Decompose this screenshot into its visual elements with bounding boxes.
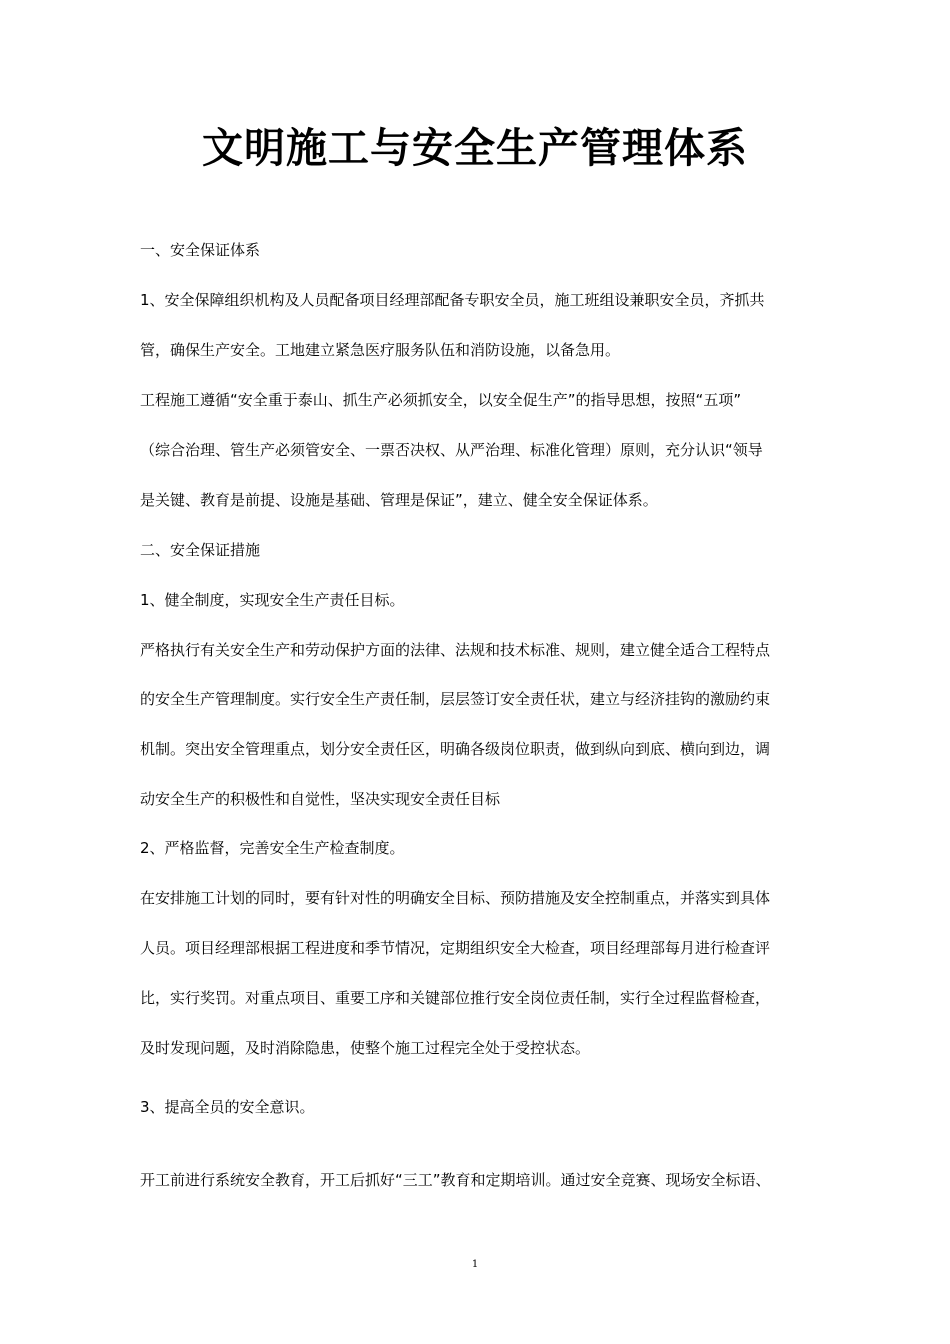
paragraph-line: 动安全生产的积极性和自觉性，坚决实现安全责任目标 [140, 790, 501, 808]
paragraph-line: 在安排施工计划的同时，要有针对性的明确安全目标、预防措施及安全控制重点，并落实到具体 [140, 889, 771, 907]
subsection-heading: 3、提高全员的安全意识。 [140, 1098, 315, 1116]
paragraph-line: 管，确保生产安全。工地建立紧急医疗服务队伍和消防设施，以备急用。 [140, 341, 621, 359]
paragraph-line: 及时发现问题，及时消除隐患，使整个施工过程完全处于受控状态。 [140, 1039, 591, 1057]
paragraph-line: 工程施工遵循“安全重于泰山、抓生产必须抓安全，以安全促生产”的指导思想，按照“五项” [140, 391, 742, 409]
section-heading-2: 二、安全保证措施 [140, 541, 261, 559]
section-heading-1: 一、安全保证体系 [140, 241, 261, 259]
paragraph-line: 是关键、教育是前提、设施是基础、管理是保证”，建立、健全安全保证体系。 [140, 491, 658, 509]
paragraph-line: 开工前进行系统安全教育，开工后抓好“三工”教育和定期培训。通过安全竞赛、现场安全标语、 [140, 1171, 771, 1189]
paragraph-line: （综合治理、管生产必须管安全、一票否决权、从严治理、标准化管理）原则，充分认识“领导 [140, 441, 763, 459]
subsection-heading: 1、健全制度，实现安全生产责任目标。 [140, 591, 405, 609]
document-title: 文明施工与安全生产管理体系 [202, 124, 748, 172]
page-number: 1 [471, 1259, 479, 1270]
subsection-heading: 2、严格监督，完善安全生产检查制度。 [140, 839, 405, 857]
paragraph-line: 1、安全保障组织机构及人员配备项目经理部配备专职安全员，施工班组设兼职安全员，齐抓共 [140, 291, 765, 309]
paragraph-line: 比，实行奖罚。对重点项目、重要工序和关键部位推行安全岗位责任制，实行全过程监督检查， [140, 989, 771, 1007]
paragraph-line: 的安全生产管理制度。实行安全生产责任制，层层签订安全责任状，建立与经济挂钩的激励约束 [140, 690, 771, 708]
paragraph-line: 严格执行有关安全生产和劳动保护方面的法律、法规和技术标准、规则，建立健全适合工程特点 [140, 641, 771, 659]
paragraph-line: 人员。项目经理部根据工程进度和季节情况，定期组织安全大检查，项目经理部每月进行检查评 [140, 939, 771, 957]
paragraph-line: 机制。突出安全管理重点，划分安全责任区，明确各级岗位职责，做到纵向到底、横向到边，调 [140, 740, 771, 758]
